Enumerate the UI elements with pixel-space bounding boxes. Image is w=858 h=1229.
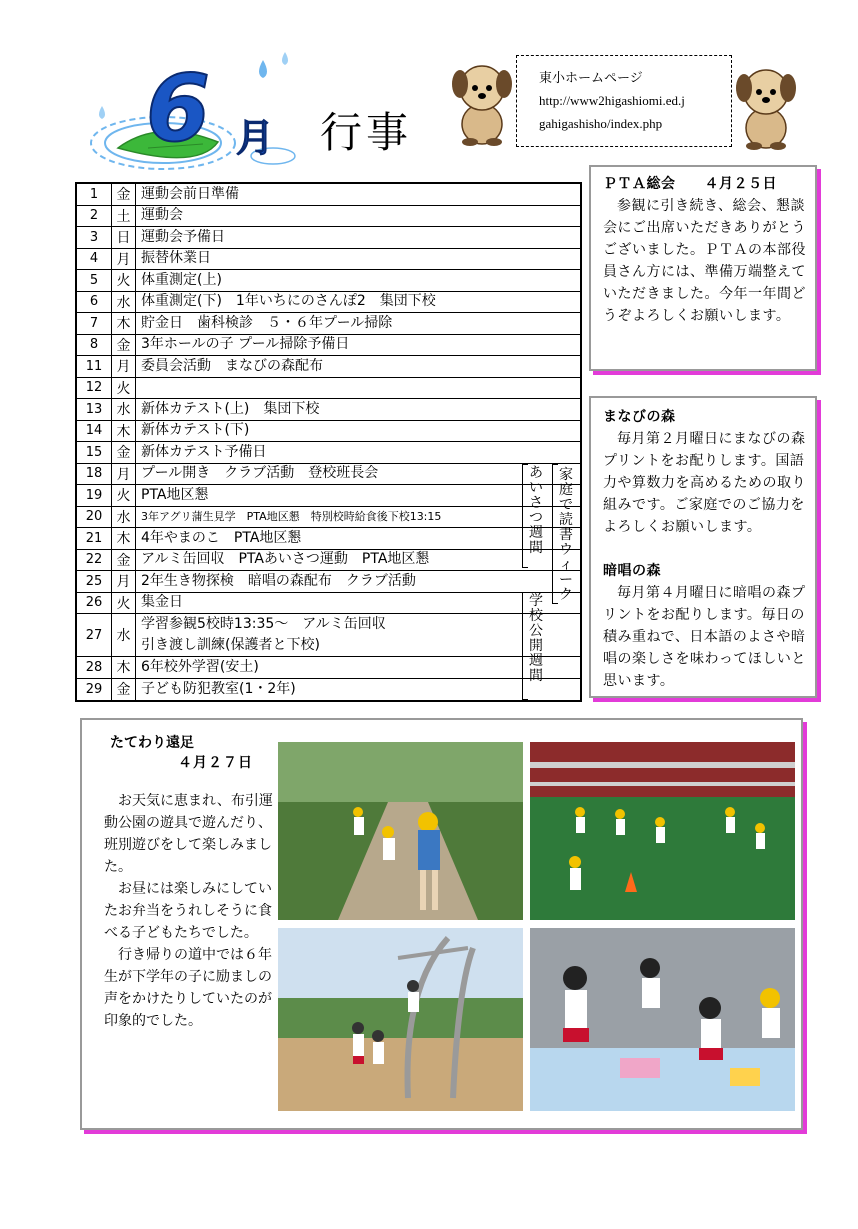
schedule-events xyxy=(136,507,580,528)
schedule-events xyxy=(136,593,580,614)
schedule-row xyxy=(77,292,580,314)
schedule-weekday: 木 xyxy=(112,528,136,549)
schedule-weekday: 金 xyxy=(112,442,136,463)
pta-body: 参観に引き続き、総会、懇談会にご出席いただきありがとうございました。ＰＴＡの本部役員さん方には、準備万端整えていただきました。今年一年間どうぞよろしくお願いします。 xyxy=(603,198,806,324)
schedule-weekday: 木 xyxy=(112,313,136,334)
schedule-events xyxy=(136,399,580,420)
schedule-weekday: 金 xyxy=(112,184,136,205)
schedule-event: 新体カテスト(下) xyxy=(141,422,250,439)
excursion-paragraph: 行き帰りの道中では６年生が下学年の子に励ましの声をかけたりしていたのが印象的でした。 xyxy=(104,947,272,1029)
schedule-events xyxy=(136,571,580,592)
schedule-day: 11 xyxy=(77,356,112,377)
schedule-day: 26 xyxy=(77,593,112,614)
homepage-url-line2[interactable]: gahigashisho/index.php xyxy=(539,116,663,131)
schedule-weekday: 火 xyxy=(112,378,136,399)
schedule-events xyxy=(136,464,580,485)
week-label-open-school: 学校公開週間 xyxy=(529,593,543,684)
schedule-events xyxy=(136,227,580,248)
manabi-title: まなびの森 xyxy=(603,409,676,425)
schedule-events xyxy=(136,550,580,571)
schedule-day: 25 xyxy=(77,571,112,592)
schedule-event: 新体カテスト(上) 集団下校 xyxy=(141,400,320,417)
photo-stadium-field xyxy=(530,742,795,920)
schedule-events xyxy=(136,292,580,313)
schedule-event: 学習参観5校時13:35～ アルミ缶回収 xyxy=(141,616,386,632)
schedule-weekday: 水 xyxy=(112,507,136,528)
ansho-body: 毎月第４月曜日に暗唱の森プリントをお配りします。毎日の積み重ねで、日本語のよさや暗唱の楽しさを味わってほしいと思います。 xyxy=(603,585,806,689)
month-suffix: 月 xyxy=(236,116,275,160)
schedule-weekday: 月 xyxy=(112,356,136,377)
schedule-weekday: 月 xyxy=(112,249,136,270)
schedule-day: 1 xyxy=(77,184,112,205)
schedule-events xyxy=(136,421,580,442)
schedule-day: 15 xyxy=(77,442,112,463)
schedule-row xyxy=(77,593,580,615)
schedule-events xyxy=(136,184,580,205)
schedule-row xyxy=(77,485,580,507)
schedule-events xyxy=(136,679,580,701)
schedule-weekday: 水 xyxy=(112,399,136,420)
schedule-event: 運動会前日準備 xyxy=(141,185,239,202)
schedule-weekday: 金 xyxy=(112,679,136,701)
excursion-title: たてわり遠足 xyxy=(110,735,194,751)
schedule-weekday: 月 xyxy=(112,571,136,592)
schedule-events xyxy=(136,378,580,399)
schedule-weekday: 火 xyxy=(112,485,136,506)
schedule-weekday: 火 xyxy=(112,593,136,614)
schedule-day: 6 xyxy=(77,292,112,313)
schedule-row xyxy=(77,335,580,357)
schedule-row xyxy=(77,270,580,292)
schedule-event: 体重測定(下) 1年いちにのさんぽ2 集団下校 xyxy=(141,293,436,310)
schedule-row xyxy=(77,571,580,593)
pta-general-meeting-box xyxy=(589,165,817,371)
ansho-title: 暗唱の森 xyxy=(603,563,661,579)
week-label-reading: 家庭で読書ウィーク xyxy=(559,467,573,603)
schedule-events xyxy=(136,249,580,270)
schedule-day: 13 xyxy=(77,399,112,420)
schedule-day: 14 xyxy=(77,421,112,442)
schedule-weekday: 火 xyxy=(112,270,136,291)
schedule-row xyxy=(77,249,580,271)
schedule-weekday: 水 xyxy=(112,292,136,313)
page-title: 行事 xyxy=(320,108,413,157)
schedule-row xyxy=(77,550,580,572)
schedule-event: 3年アグリ蒲生見学 PTA地区懇 特別校時給食後下校13:15 xyxy=(141,510,442,524)
week-label-greeting: あいさつ週間 xyxy=(529,465,543,556)
schedule-event: 体重測定(上) xyxy=(141,271,222,288)
schedule-day: 4 xyxy=(77,249,112,270)
schedule-day: 2 xyxy=(77,206,112,227)
photo-playground-bars xyxy=(278,928,523,1111)
schedule-weekday: 土 xyxy=(112,206,136,227)
schedule-event: 貯金日 歯科検診 ５・６年プール掃除 xyxy=(141,314,393,331)
schedule-events xyxy=(136,442,580,463)
homepage-label: 東小ホームページ xyxy=(539,70,643,85)
pta-title: ＰＴＡ総会 ４月２５日 xyxy=(603,176,777,192)
homepage-url-line1[interactable]: http://www2higashiomi.ed.j xyxy=(539,93,685,108)
schedule-day: 7 xyxy=(77,313,112,334)
homepage-info-box xyxy=(516,55,732,147)
schedule-row xyxy=(77,206,580,228)
schedule-day: 28 xyxy=(77,657,112,678)
schedule-day: 18 xyxy=(77,464,112,485)
schedule-event: アルミ缶回収 PTAあいさつ運動 PTA地区懇 xyxy=(141,551,430,568)
manabi-body: 毎月第２月曜日にまなびの森プリントをお配りします。国語力や算数力を高めるための取り組みです。ご家庭でのご協力をよろしくお願いします。 xyxy=(603,431,806,535)
schedule-day: 5 xyxy=(77,270,112,291)
schedule-event: プール開き クラブ活動 登校班長会 xyxy=(141,465,379,482)
schedule-event: 引き渡し訓練(保護者と下校) xyxy=(141,637,320,653)
schedule-row xyxy=(77,313,580,335)
schedule-event: 4年やまのこ PTA地区懇 xyxy=(141,529,302,546)
schedule-events xyxy=(136,206,580,227)
photo-walking-path xyxy=(278,742,523,920)
schedule-day: 27 xyxy=(77,614,112,656)
schedule-weekday: 金 xyxy=(112,550,136,571)
schedule-day: 8 xyxy=(77,335,112,356)
schedule-event: 2年生き物探検 暗唱の森配布 クラブ活動 xyxy=(141,572,416,589)
schedule-event: 運動会予備日 xyxy=(141,228,225,245)
schedule-weekday: 金 xyxy=(112,335,136,356)
schedule-event: PTA地区懇 xyxy=(141,486,209,503)
excursion-date: ４月２７日 xyxy=(178,755,253,771)
schedule-day: 29 xyxy=(77,679,112,701)
schedule-row xyxy=(77,378,580,400)
schedule-events xyxy=(136,356,580,377)
dog-mascot-right-icon xyxy=(730,62,802,152)
schedule-row xyxy=(77,184,580,206)
schedule-day: 20 xyxy=(77,507,112,528)
schedule-events xyxy=(136,614,580,656)
events-schedule-table xyxy=(75,182,582,702)
schedule-row xyxy=(77,399,580,421)
schedule-events xyxy=(136,485,580,506)
schedule-row xyxy=(77,442,580,464)
schedule-row xyxy=(77,421,580,443)
learning-forest-box xyxy=(589,396,817,698)
schedule-weekday: 日 xyxy=(112,227,136,248)
schedule-day: 21 xyxy=(77,528,112,549)
schedule-event: 子ども防犯教室(1・2年) xyxy=(141,680,296,697)
schedule-day: 12 xyxy=(77,378,112,399)
excursion-body xyxy=(104,790,276,1032)
dog-mascot-left-icon xyxy=(446,58,518,148)
schedule-events xyxy=(136,270,580,291)
excursion-report-section xyxy=(80,718,803,1130)
schedule-row xyxy=(77,657,580,679)
excursion-paragraph: お天気に恵まれ、布引運動公園の遊具で遊んだり、班別遊びをして楽しみました。 xyxy=(104,793,273,875)
schedule-day: 22 xyxy=(77,550,112,571)
schedule-event: 運動会 xyxy=(141,207,183,224)
schedule-row xyxy=(77,356,580,378)
schedule-weekday: 木 xyxy=(112,421,136,442)
schedule-event: 委員会活動 まなびの森配布 xyxy=(141,357,323,374)
schedule-events xyxy=(136,528,580,549)
schedule-event: 新体カテスト予備日 xyxy=(141,443,267,460)
schedule-row xyxy=(77,679,580,701)
schedule-events xyxy=(136,335,580,356)
excursion-paragraph: お昼には楽しみにしていたお弁当をうれしそうに食べる子どもたちでした。 xyxy=(104,881,272,941)
schedule-events xyxy=(136,657,580,678)
schedule-event: 6年校外学習(安土) xyxy=(141,658,259,675)
schedule-event: 集金日 xyxy=(141,594,183,611)
schedule-row xyxy=(77,614,580,657)
schedule-weekday: 木 xyxy=(112,657,136,678)
schedule-event: 振替休業日 xyxy=(141,250,211,267)
schedule-row xyxy=(77,227,580,249)
schedule-row xyxy=(77,528,580,550)
schedule-row xyxy=(77,464,580,486)
schedule-day: 19 xyxy=(77,485,112,506)
schedule-event: 3年ホールの子 プール掃除予備日 xyxy=(141,336,350,353)
schedule-weekday: 水 xyxy=(112,614,136,656)
month-numeral: 6 xyxy=(146,55,211,162)
schedule-day: 3 xyxy=(77,227,112,248)
schedule-weekday: 月 xyxy=(112,464,136,485)
schedule-row xyxy=(77,507,580,529)
schedule-events xyxy=(136,313,580,334)
photo-lunch-time xyxy=(530,928,795,1111)
